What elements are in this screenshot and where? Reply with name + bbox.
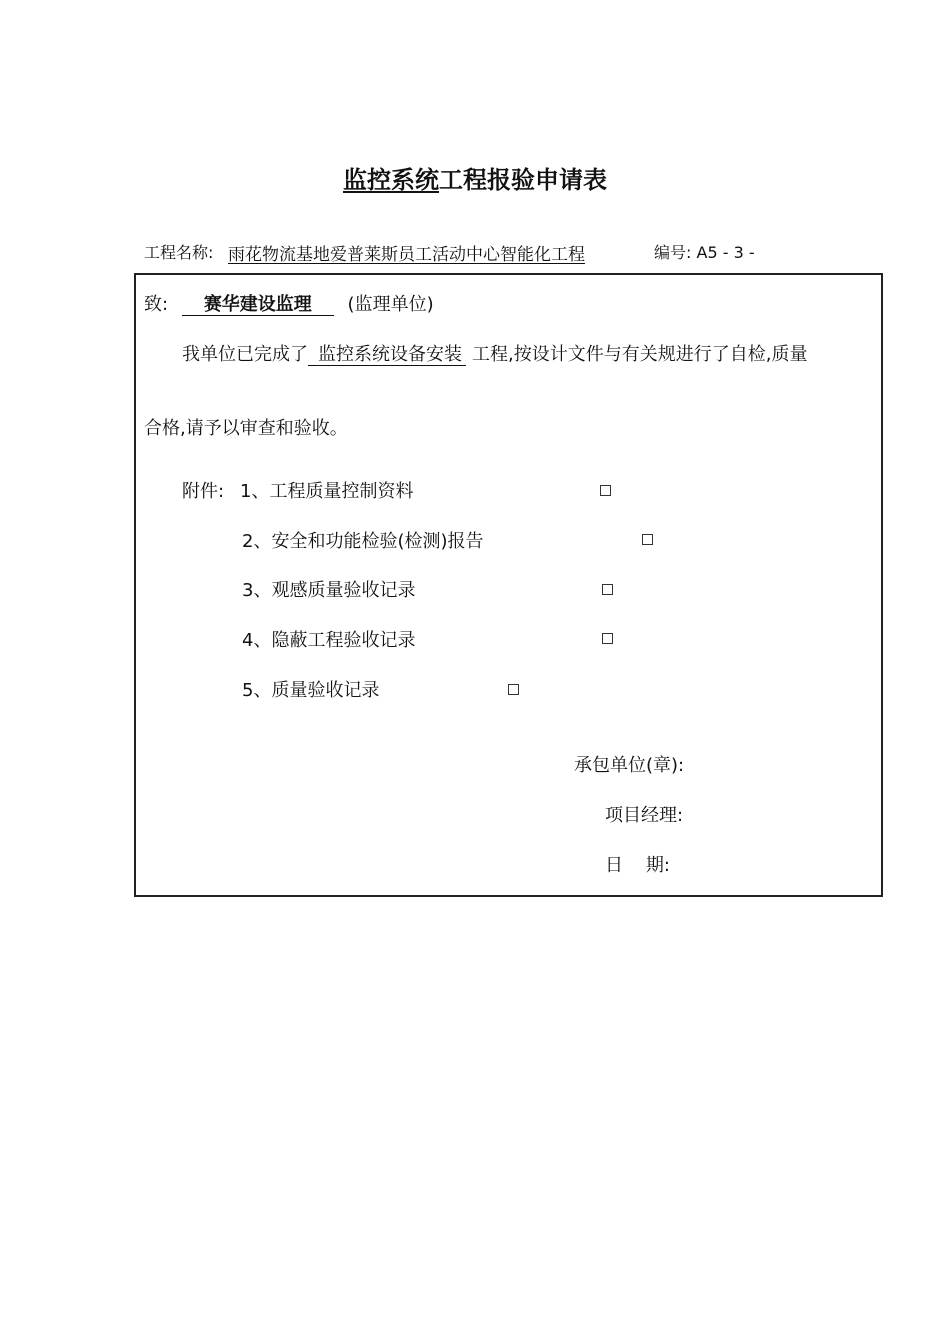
attachment-5-checkbox[interactable] xyxy=(508,684,519,695)
attachment-1-checkbox[interactable] xyxy=(600,485,611,496)
date-label: 日 期: xyxy=(605,855,670,876)
code-value: A5 - 3 - xyxy=(696,243,755,262)
recipient-line xyxy=(144,290,434,316)
statement-prefix: 我单位已完成了 xyxy=(182,344,308,365)
statement-line-2: 合格,请予以审查和验收。 xyxy=(144,418,348,439)
attachment-item-3: 3、观感质量验收记录 xyxy=(242,580,416,601)
attachment-item-4: 4、隐蔽工程验收记录 xyxy=(242,630,416,651)
to-label: 致: xyxy=(144,294,169,315)
project-name-value: 雨花物流基地爱普莱斯员工活动中心智能化工程 xyxy=(228,245,585,265)
attachment-2-checkbox[interactable] xyxy=(642,534,653,545)
project-manager-label: 项目经理: xyxy=(605,805,684,826)
to-suffix: (监理单位) xyxy=(347,294,434,315)
code-label: 编号: xyxy=(654,243,692,262)
statement-line-1 xyxy=(182,340,807,366)
title-underlined-part: 监控系统 xyxy=(343,166,439,194)
attachment-3-checkbox[interactable] xyxy=(602,584,613,595)
attachment-4-checkbox[interactable] xyxy=(602,633,613,644)
statement-suffix: 工程,按设计文件与有关规进行了自检,质量 xyxy=(472,344,808,365)
supervision-unit-field: 赛华建设监理 xyxy=(182,295,334,316)
attachment-item-2: 2、安全和功能检验(检测)报告 xyxy=(242,531,484,552)
attachments-label: 附件: xyxy=(182,481,225,502)
attachment-item-5: 5、质量验收记录 xyxy=(242,680,380,701)
page-title xyxy=(0,160,950,195)
contractor-seal-label: 承包单位(章): xyxy=(574,755,685,776)
work-item-field: 监控系统设备安装 xyxy=(308,345,466,366)
attachment-item-1: 1、工程质量控制资料 xyxy=(240,481,414,502)
project-code xyxy=(654,240,755,263)
project-name-label: 工程名称: xyxy=(144,243,214,262)
title-rest: 工程报验申请表 xyxy=(439,166,607,194)
